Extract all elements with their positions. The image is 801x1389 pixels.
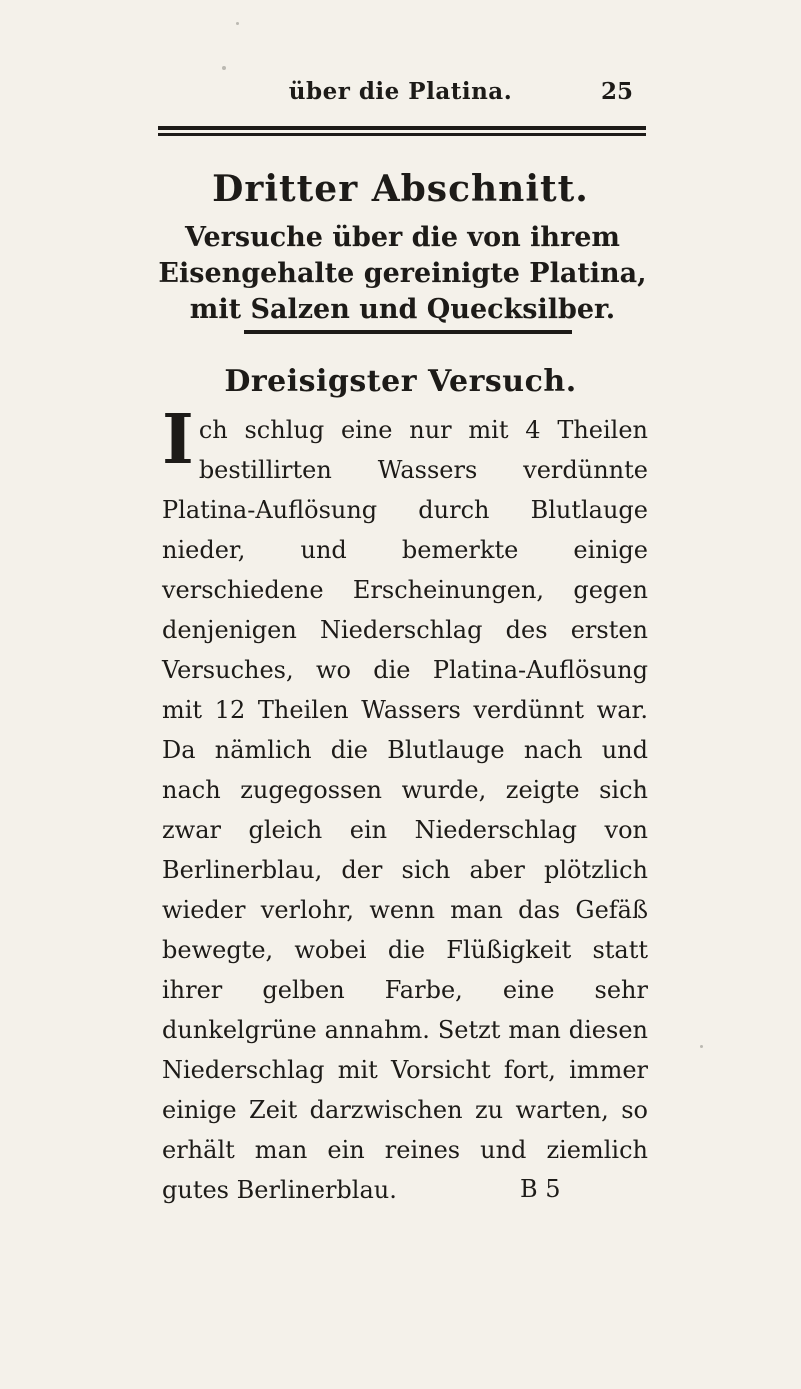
top-rule-double xyxy=(158,133,646,136)
experiment-heading: Dreisigster Versuch. xyxy=(224,364,577,399)
page-number: 25 xyxy=(600,78,633,105)
running-title: über die Platina. xyxy=(288,78,513,105)
section-divider-rule xyxy=(244,330,572,334)
paper-speck xyxy=(640,785,645,790)
paper-speck xyxy=(222,66,226,70)
running-head xyxy=(0,78,801,112)
drop-cap: I xyxy=(162,400,194,480)
body-paragraph xyxy=(162,400,648,1210)
top-rule xyxy=(158,126,646,130)
section-heading: Dritter Abschnitt. xyxy=(212,168,589,210)
paper-speck xyxy=(700,1045,703,1048)
paper-speck xyxy=(236,22,239,25)
section-subtitle: Versuche über die von ihrem Eisengehalte gereinigte Platina, mit Salzen und Quecksilber. xyxy=(158,222,647,325)
body-text: ch schlug eine nur mit 4 Theilen bestillirten Wassers verdünnte Platina-Auflösung durch Blutlauge nieder, und bemerkte einige verschiedene Erscheinungen, gegen denjenigen Niederschlag des ersten Versuches, wo die Platina-Auflösung mit 12 Theilen Wassers verdünnt war. Da nämlich die Blutlauge nach und nach zugegossen wurde, zeigte sich zwar gleich ein Niederschlag von Berlinerblau, der sich aber plötzlich wieder verlohr, wenn man das Gefäß bewegte, wobei die Flüßigkeit statt ihrer gelben Farbe, eine sehr dunkelgrüne annahm. Setzt man diesen Niederschlag mit Vorsicht fort, immer einige Zeit darzwischen zu warten, so erhält man ein reines und ziemlich gutes Berlinerblau. xyxy=(162,416,648,1204)
catchword: B 5 xyxy=(520,1175,561,1203)
